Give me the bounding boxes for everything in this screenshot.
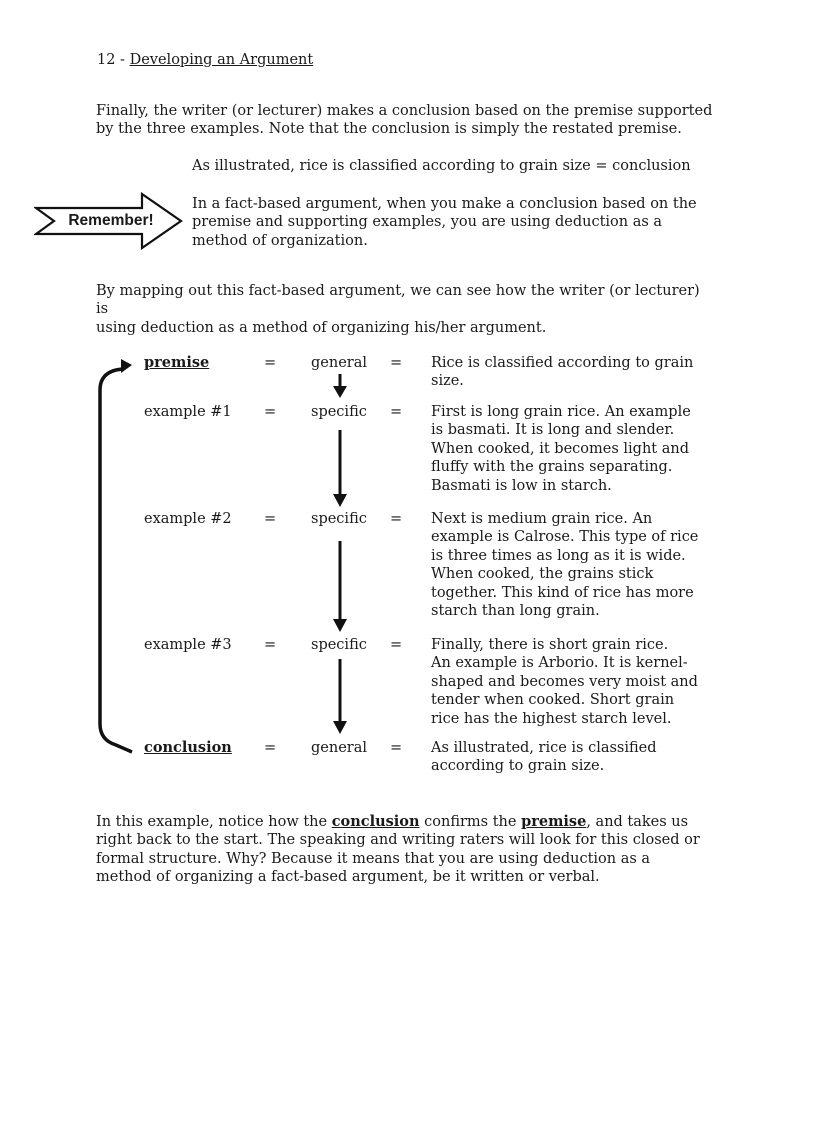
closing-line: right back to the start. The speaking and writing raters will look for this closed or [96,832,700,849]
description-line: shaped and becomes very moist and [431,673,698,690]
description-line: fluffy with the grains separating. [431,459,673,476]
description-line: Basmati is low in starch. [431,477,612,494]
row-category: specific [311,637,367,653]
row-category: specific [311,511,367,527]
down-arrow-icon [333,541,347,632]
mapping-line: using deduction as a method of organizing his/her argument. [96,319,547,336]
description-line: First is long grain rice. An example [431,404,691,420]
remember-line: method of organization. [192,232,368,249]
description-line: is three times as long as it is wide. [431,547,686,564]
closing-paragraph [96,813,716,887]
closing-line [96,813,716,831]
closing-line: method of organizing a fact-based argument, be it written or verbal. [96,869,600,886]
description-line: As illustrated, rice is classified [431,740,657,756]
row-equals: = [264,511,277,527]
remember-label: Remember! [68,212,154,229]
row-equals: = [390,404,403,420]
row-equals: = [264,404,277,420]
emphasis-conclusion: conclusion [331,813,420,830]
row-equals: = [390,355,403,371]
closing-text: , and takes us [586,814,689,830]
row-label-premise: premise [144,354,210,371]
description-line: Rice is classified according to grain [431,355,694,371]
description-line: When cooked, the grains stick [431,566,654,583]
emphasis-premise: premise [521,813,587,830]
remember-line: premise and supporting examples, you are using deduction as a [192,214,663,231]
illustration-line: As illustrated, rice is classified according to grain size = conclusion [192,158,691,174]
row-equals: = [390,740,403,756]
description-line: Finally, there is short grain rice. [431,637,669,653]
down-arrow-icon [333,374,347,398]
closing-text: confirms the [419,814,522,830]
down-arrow-icon [333,659,347,734]
mapping-line: By mapping out this fact-based argument, we can see how the writer (or lecturer) is [96,283,700,318]
row-label-example-3: example #3 [144,637,232,653]
down-arrow-icon [333,430,347,507]
return-bracket [100,369,132,752]
row-category: general [311,740,367,756]
bracket-arrowhead-icon [121,359,132,373]
row-label-example-2: example #2 [144,511,232,527]
page-title: Developing an Argument [129,52,314,68]
row-description [431,354,701,391]
intro-line: by the three examples. Note that the conclusion is simply the restated premise. [96,121,682,138]
description-line: is basmati. It is long and slender. [431,422,675,439]
row-label-example-1: example #1 [144,404,232,420]
closing-line: formal structure. Why? Because it means that you are using deduction as a [96,850,651,867]
closing-text: In this example, notice how the [96,814,332,830]
row-label-conclusion: conclusion [144,739,232,756]
description-line: rice has the highest starch level. [431,710,672,727]
description-line: size. [431,373,464,390]
description-line: example is Calrose. This type of rice [431,529,699,546]
description-line: together. This kind of rice has more [431,584,694,601]
description-line: according to grain size. [431,758,605,775]
description-line: tender when cooked. Short grain [431,692,675,709]
row-equals: = [264,637,277,653]
row-equals: = [264,740,277,756]
page-number: 12 - [97,52,130,68]
row-description [431,636,701,728]
row-equals: = [390,511,403,527]
description-line: When cooked, it becomes light and [431,440,689,457]
description-line: Next is medium grain rice. An [431,511,653,527]
description-line: starch than long grain. [431,603,600,620]
row-description [431,739,701,776]
row-equals: = [390,637,403,653]
description-line: An example is Arborio. It is kernel- [431,655,688,672]
row-description [431,403,701,495]
row-equals: = [264,355,277,371]
row-description [431,510,701,620]
row-category: general [311,355,367,371]
row-category: specific [311,404,367,420]
intro-line: Finally, the writer (or lecturer) makes a conclusion based on the premise supported [96,103,713,119]
remember-line: In a fact-based argument, when you make a conclusion based on the [192,196,697,212]
